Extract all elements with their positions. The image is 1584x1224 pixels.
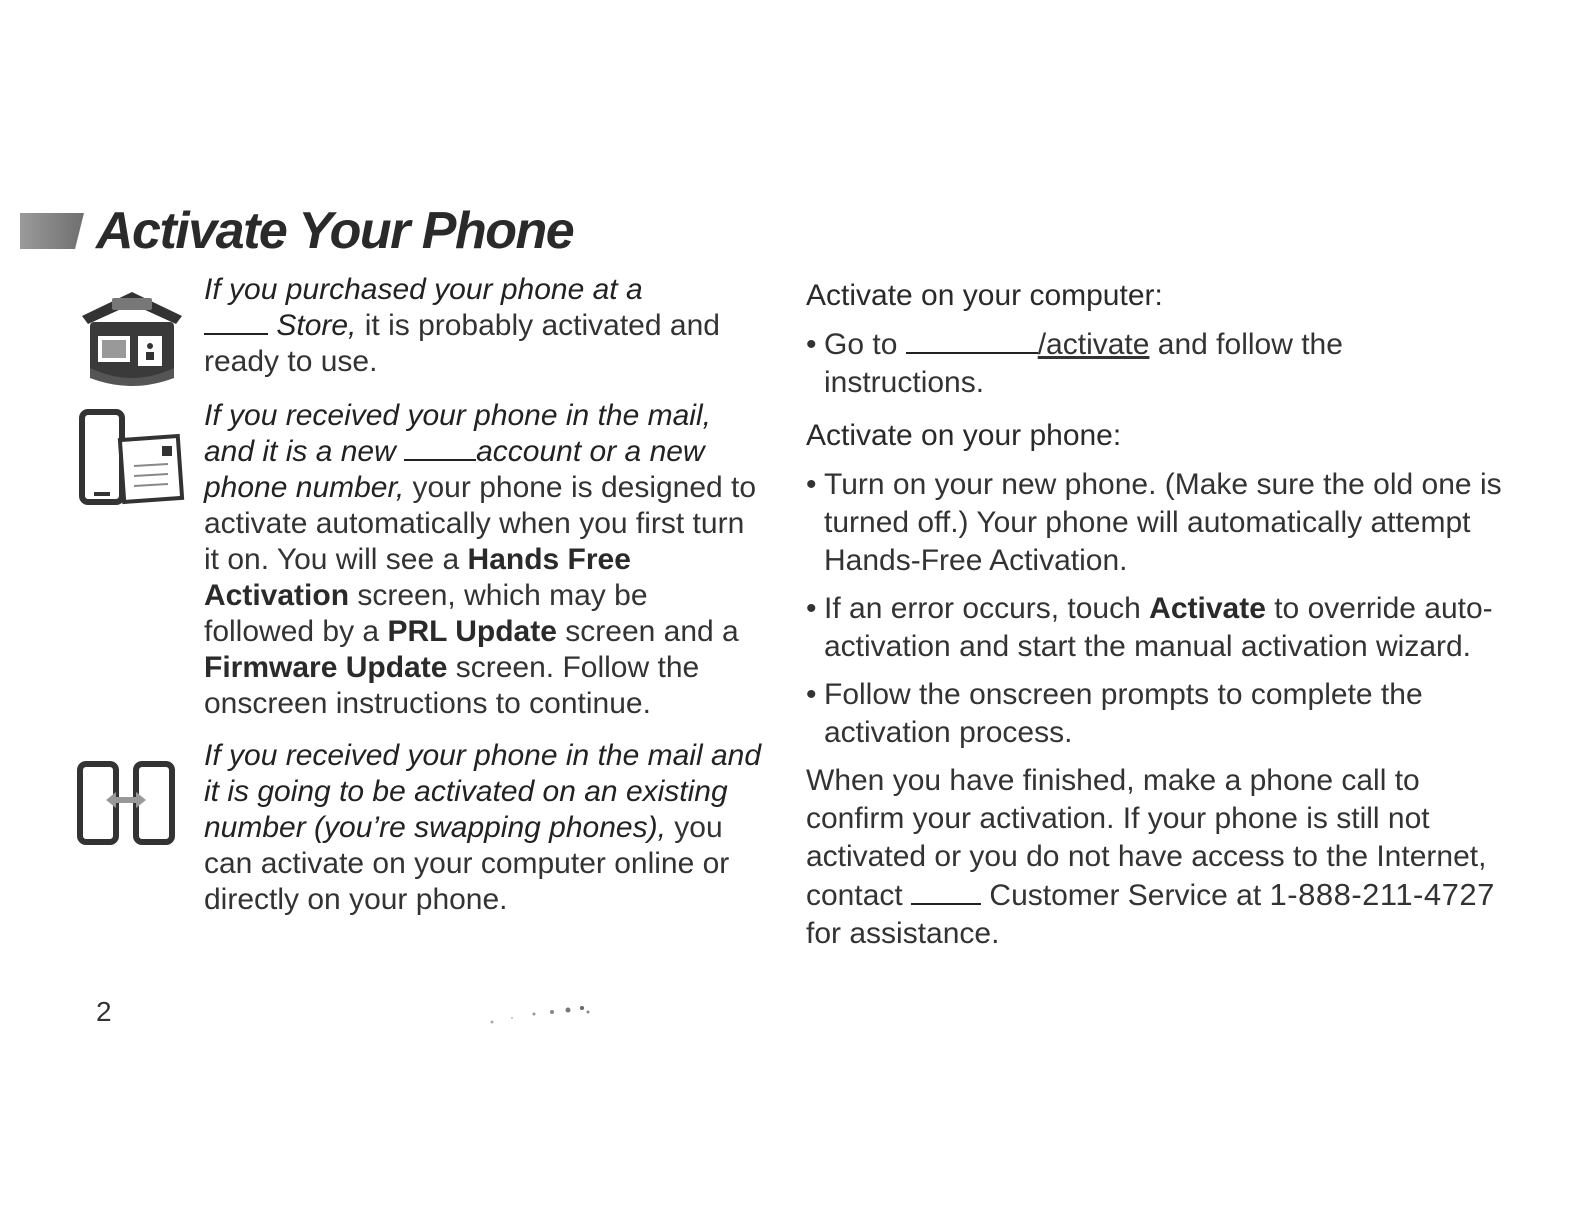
bullet-dot: • — [806, 328, 817, 361]
bullet-dot: • — [806, 678, 817, 711]
computer-bullet-pre: Go to — [824, 328, 898, 361]
prl-update-label: PRL Update — [387, 615, 557, 648]
closing-text-3: for assistance. — [806, 917, 1000, 950]
phone-swap-icon — [76, 760, 176, 851]
phone-bullet-1-text: Turn on your new phone. (Make sure the old one is turned off.) Your phone will automatically attempt Hands-Free Activation. — [824, 468, 1502, 577]
activate-link[interactable]: /activate — [1037, 328, 1150, 361]
phone-bullet-3-text: Follow the onscreen prompts to complete the activation process. — [824, 678, 1423, 749]
firmware-update-label: Firmware Update — [204, 651, 448, 684]
mail-new-emphasis-1: If you received your phone in the mail, and it is a new — [204, 399, 711, 468]
phone-bullet-2-post: to override auto-activation and start the manual activation wizard. — [824, 592, 1493, 663]
mail-existing-emphasis: If you received your phone in the mail and it is going to be activated on an existing number (you’re swapping phones), — [204, 739, 762, 844]
bullet-dot: • — [806, 468, 817, 501]
mail-existing-text: you can activate on your computer online or directly on your phone. — [204, 811, 730, 916]
phone-heading: Activate on your phone: — [806, 419, 1122, 452]
computer-bullet — [806, 326, 1506, 402]
page-number: 2 — [96, 996, 112, 1027]
closing-paragraph — [806, 762, 1506, 953]
phone-bullet-2-pre: If an error occurs, touch — [824, 592, 1141, 625]
hands-free-activation-label: Hands Free Activation — [204, 543, 631, 612]
closing-text-2: Customer Service at — [989, 879, 1262, 912]
redacted-url — [906, 328, 1038, 354]
right-column — [806, 278, 1506, 953]
phone-bullet-3 — [806, 676, 1506, 752]
store-word: Store, — [276, 309, 357, 342]
mail-new-text-3: screen and a — [565, 615, 739, 648]
computer-heading: Activate on your computer: — [806, 279, 1163, 312]
store-text: it is probably activated and ready to use. — [204, 309, 720, 378]
mail-new-text-1: your phone is designed to activate automatically when you first turn it on. You will see a — [204, 471, 757, 576]
phone-mail-icon — [76, 406, 188, 515]
redacted-brand — [911, 879, 981, 905]
redacted-brand — [404, 435, 476, 461]
store-icon — [76, 288, 188, 393]
activate-label: Activate — [1149, 592, 1266, 625]
heading-bar-decoration — [20, 213, 84, 249]
page-title: Activate Your Phone — [96, 202, 574, 260]
phone-bullet-1 — [806, 466, 1506, 580]
mail-new-text-2: screen, which may be followed by a — [204, 579, 648, 648]
mail-new-text-4: screen. Follow the onscreen instructions to continue. — [204, 651, 700, 720]
bullet-dot: • — [806, 592, 817, 625]
store-emphasis: If you purchased your phone at a — [204, 273, 643, 306]
computer-bullet-post: and follow the instructions. — [824, 328, 1343, 399]
closing-text-1: When you have finished, make a phone call to confirm your activation. If your phone is still not activated or you do not have access to the Internet, contact — [806, 764, 1487, 912]
scan-smudge-decoration — [482, 1000, 602, 1040]
mail-new-emphasis-2: account or a new phone number, — [204, 435, 705, 504]
customer-service-phone: 1-888-211-4727 — [1269, 877, 1495, 912]
section-heading — [20, 196, 573, 266]
phone-bullet-2 — [806, 590, 1506, 666]
redacted-brand — [204, 309, 268, 335]
